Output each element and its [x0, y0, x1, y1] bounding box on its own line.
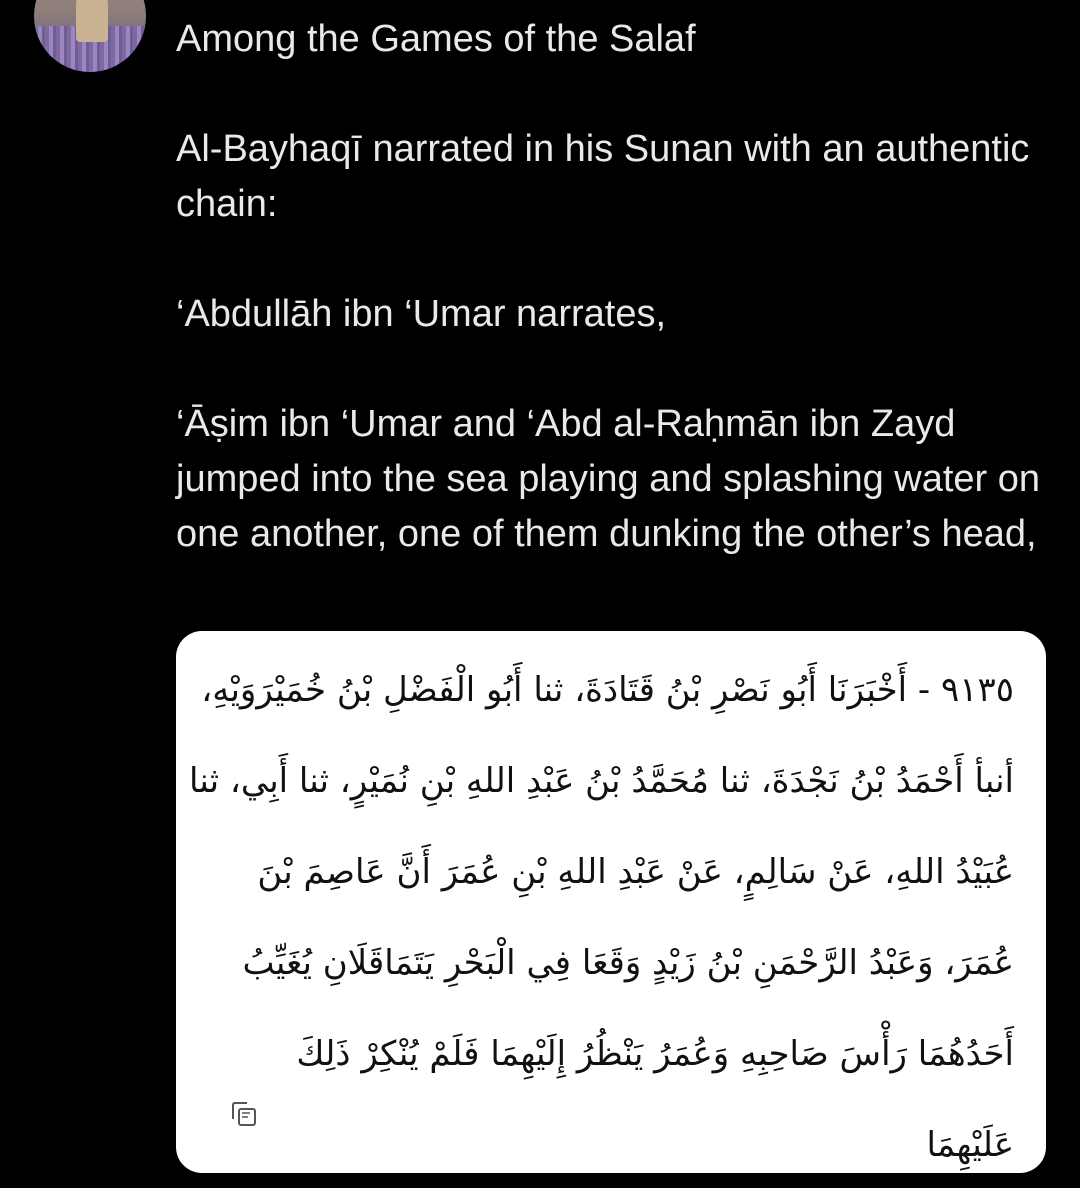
arabic-line: أنبأ أَحْمَدُ بْنُ نَجْدَةَ، ثنا مُحَمَّدُ بْنُ عَبْدِ اللهِ بْنِ نُمَيْرٍ، ثنا أَبِي، ثنا — [189, 761, 1014, 801]
attached-image[interactable] — [176, 631, 1046, 1173]
arabic-line: أَحَدُهُمَا رَأْسَ صَاحِبِهِ وَعُمَرُ يَنْظُرُ إِلَيْهِمَا فَلَمْ يُنْكِرْ ذَلِكَ — [296, 1034, 1014, 1074]
post-line-asim: ‘Āṣim ibn ‘Umar and ‘Abd al-Raḥmān ibn Zayd jumped into the sea playing and splashing water on one another, one of them dunking the other’s head, — [176, 403, 1051, 555]
avatar[interactable] — [34, 0, 146, 72]
arabic-line: عُبَيْدُ اللهِ، عَنْ سَالِمٍ، عَنْ عَبْدِ اللهِ بْنِ عُمَرَ أَنَّ عَاصِمَ بْنَ — [257, 852, 1014, 892]
post-title-line: Among the Games of the Salaf — [176, 18, 696, 60]
post-text — [176, 12, 1056, 562]
post-line-bayhaqi: Al-Bayhaqī narrated in his Sunan with an authentic chain: — [176, 128, 1040, 225]
arabic-hadith-text — [189, 645, 1014, 1173]
arabic-line: عُمَرَ، وَعَبْدُ الرَّحْمَنِ بْنُ زَيْدٍ وَقَعَا فِي الْبَحْرِ يَتَمَاقَلَانِ يُغَيِّبُ — [242, 943, 1014, 983]
post-line-abdullah: ‘Abdullāh ibn ‘Umar narrates, — [176, 293, 667, 335]
arabic-line: عَلَيْهِمَا — [926, 1125, 1014, 1165]
avatar-figure — [76, 0, 108, 42]
image-alt-icon[interactable] — [230, 1101, 258, 1127]
arabic-line: ٩١٣٥ - أَخْبَرَنَا أَبُو نَصْرِ بْنُ قَتَادَةَ، ثنا أَبُو الْفَضْلِ بْنُ خُمَيْرَوَيْهِ، — [201, 670, 1014, 710]
